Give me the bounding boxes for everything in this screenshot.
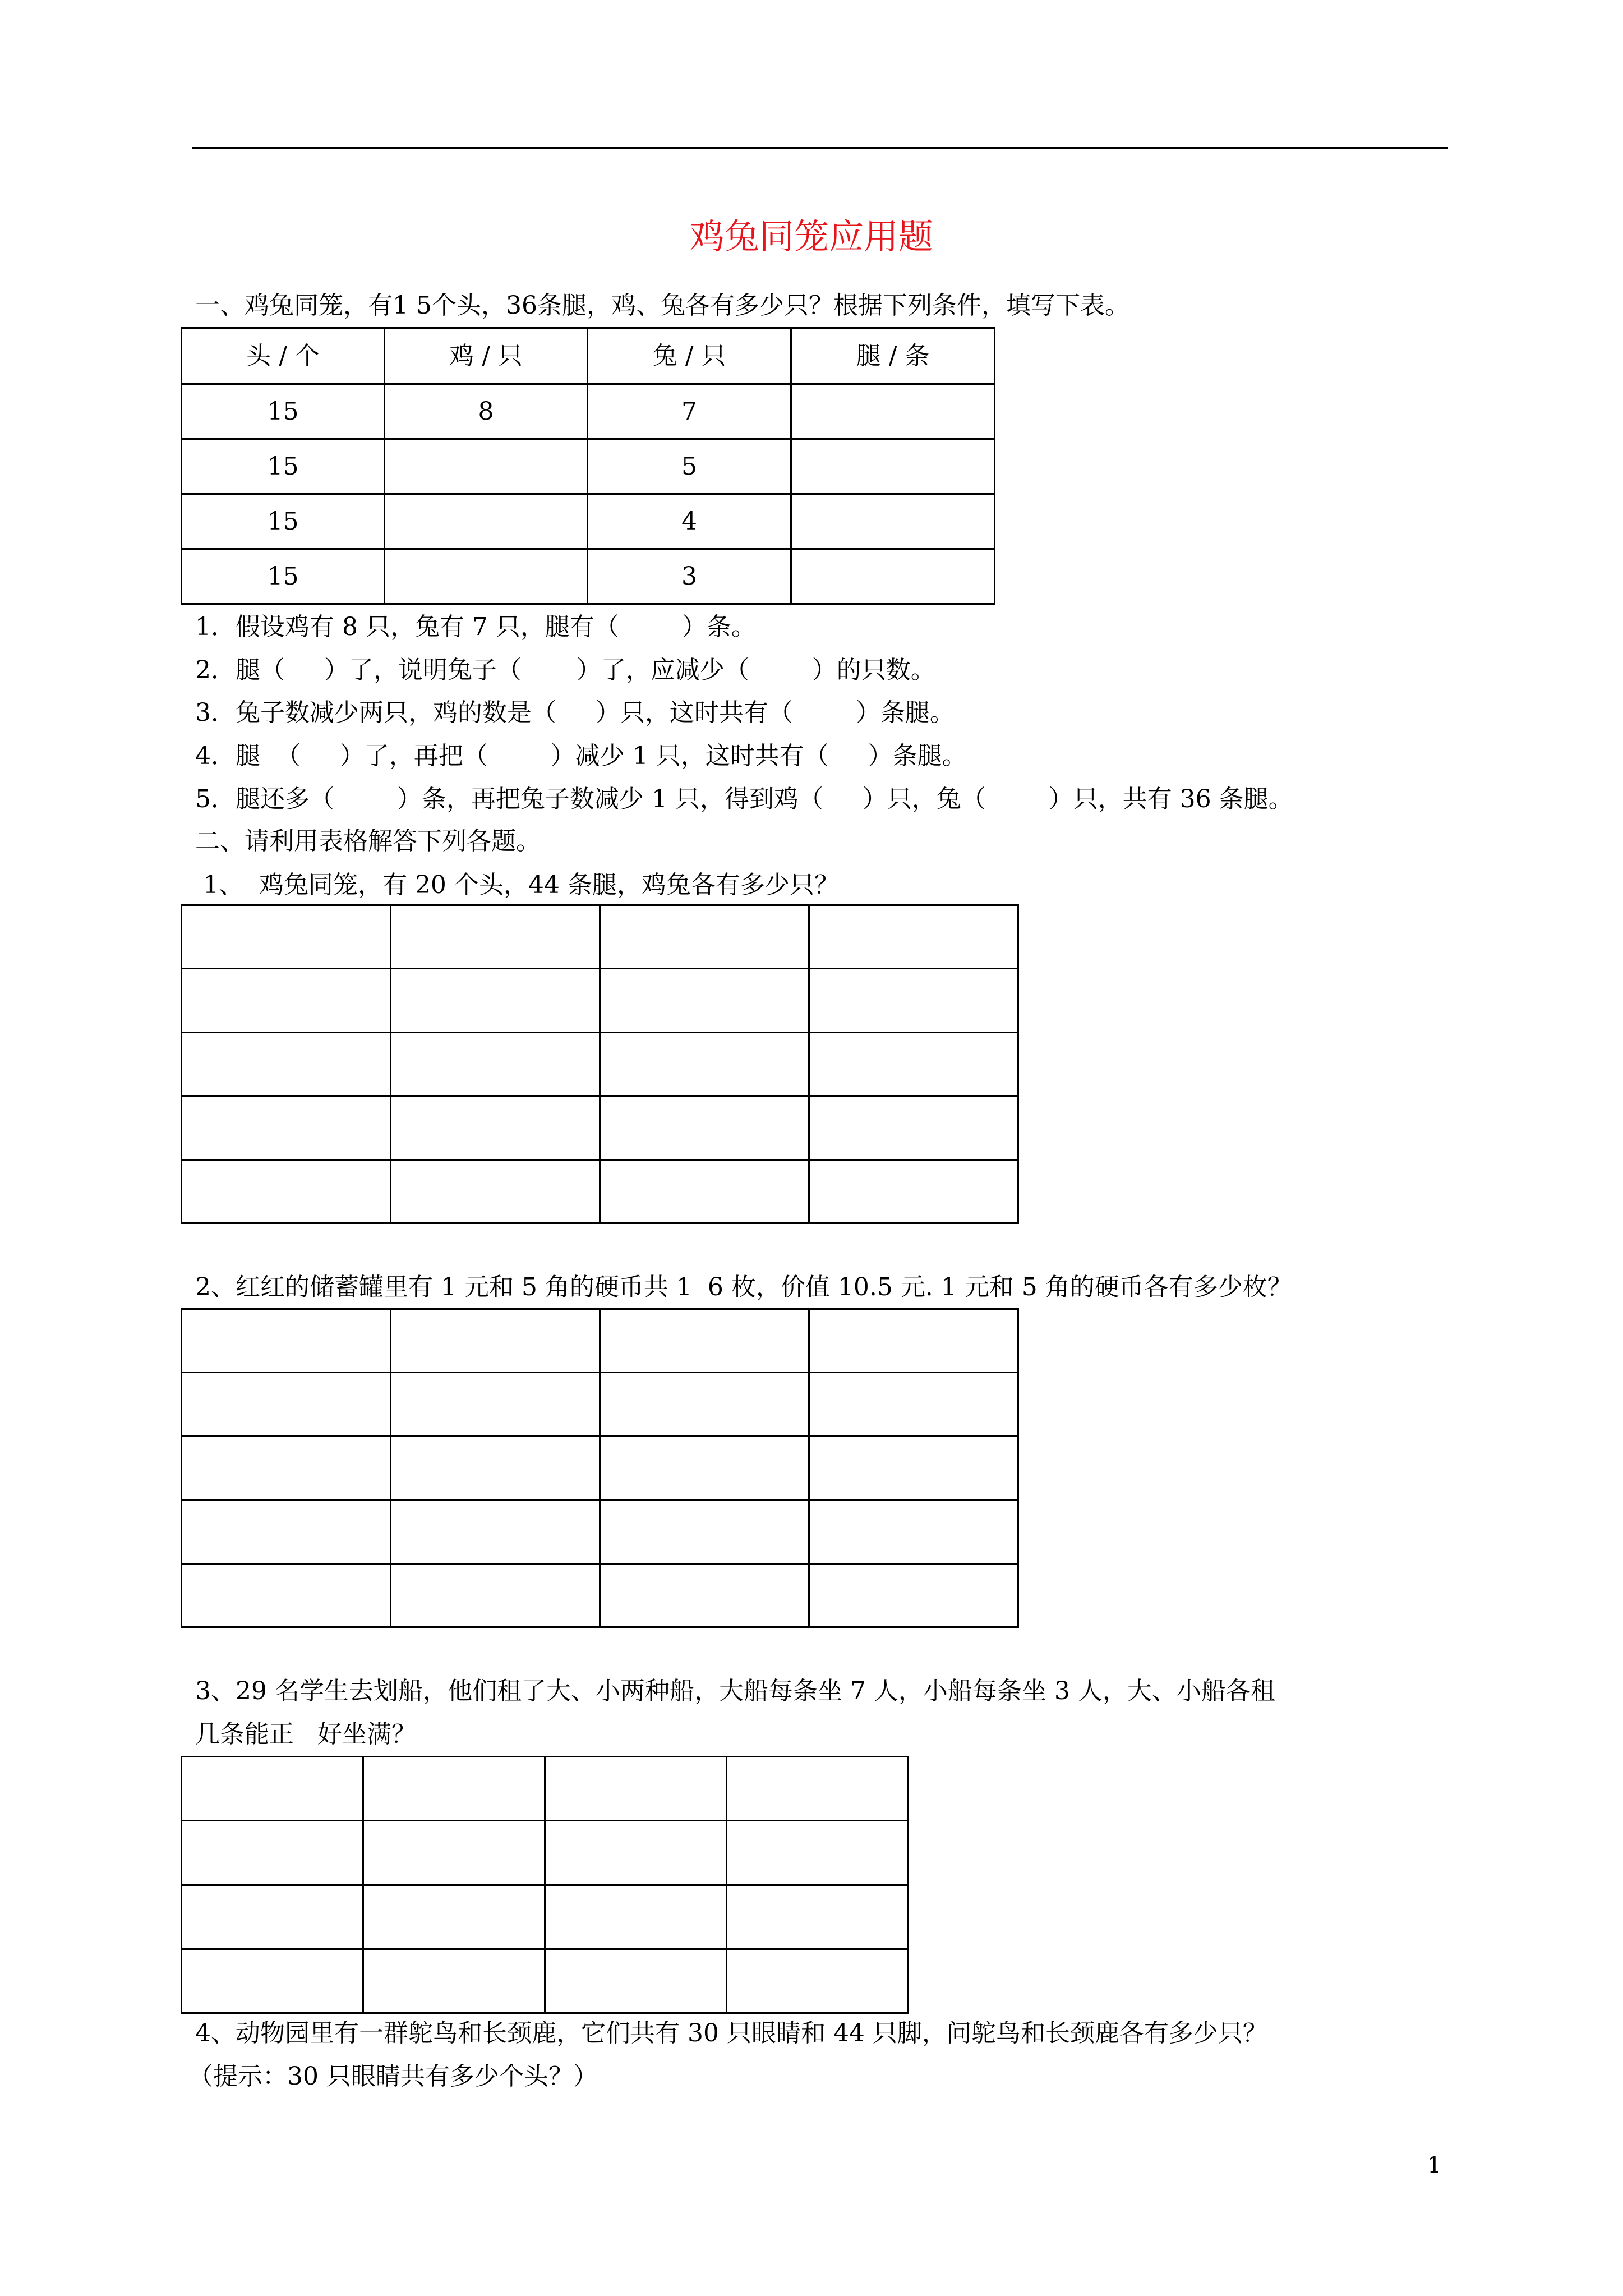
table-cell: 15: [182, 384, 385, 439]
table-header-row: [182, 328, 995, 384]
table-cell: 8: [385, 384, 588, 439]
table-row: [182, 439, 995, 494]
table-cell-blank[interactable]: [600, 1563, 809, 1627]
table-cell-blank[interactable]: [182, 1563, 391, 1627]
table-cell: 15: [182, 494, 385, 549]
table-cell-blank[interactable]: [809, 1436, 1018, 1499]
section2-question-2: 2、红红的储蓄罐里有 1 元和 5 角的硬币共 1 6 枚，价值 10.5 元. 1 元和 5 角的硬币各有多少枚？: [195, 1273, 1292, 1301]
table-cell-blank[interactable]: [791, 384, 995, 439]
header-cell-heads: 头 / 个: [182, 328, 385, 384]
table-cell-blank[interactable]: [727, 1757, 909, 1821]
table-cell-blank[interactable]: [182, 1373, 391, 1436]
section2-question-1: 1、 鸡兔同笼，有 20 个头，44 条腿，鸡兔各有多少只？: [195, 871, 839, 899]
table-row: [182, 1373, 1018, 1436]
table-row: [182, 549, 995, 604]
table-cell-blank[interactable]: [809, 905, 1018, 969]
table-row: [182, 1159, 1018, 1223]
table-cell-blank[interactable]: [809, 1032, 1018, 1096]
table-cell-blank[interactable]: [809, 969, 1018, 1032]
table-cell-blank[interactable]: [391, 1032, 600, 1096]
page-title: 鸡兔同笼应用题: [689, 216, 933, 257]
table-cell-blank[interactable]: [600, 1159, 809, 1223]
table-cell: 4: [588, 494, 791, 549]
question-item-2: 2．腿（ ）了，说明兔子（ ）了，应减少（ ）的只数。: [195, 656, 935, 684]
table-cell: 7: [588, 384, 791, 439]
section2-question-3-line-2: 几条能正 好坐满？: [195, 1720, 416, 1749]
table-cell: 15: [182, 549, 385, 604]
table-cell-blank[interactable]: [182, 1032, 391, 1096]
table-cell-blank[interactable]: [600, 969, 809, 1032]
table-cell-blank[interactable]: [182, 1949, 363, 2013]
table-cell-blank[interactable]: [182, 1436, 391, 1499]
table-cell-blank[interactable]: [391, 1563, 600, 1627]
section1-table: [181, 327, 995, 605]
table-cell-blank[interactable]: [385, 439, 588, 494]
table-cell-blank[interactable]: [600, 1500, 809, 1563]
table-cell-blank[interactable]: [363, 1757, 545, 1821]
table-cell-blank[interactable]: [391, 1309, 600, 1373]
table-cell-blank[interactable]: [600, 1309, 809, 1373]
answer-table-2: [181, 1308, 1019, 1628]
question-item-3: 3．兔子数减少两只，鸡的数是（ ）只，这时共有（ ）条腿。: [195, 698, 955, 727]
table-cell-blank[interactable]: [791, 549, 995, 604]
table-cell-blank[interactable]: [809, 1563, 1018, 1627]
section1-heading: 一、鸡兔同笼，有1 5个头，36条腿，鸡、兔各有多少只？根据下列条件，填写下表。: [195, 291, 1129, 320]
table-row: [182, 905, 1018, 969]
table-cell-blank[interactable]: [182, 1159, 391, 1223]
table-cell-blank[interactable]: [182, 905, 391, 969]
table-row: [182, 1563, 1018, 1627]
section2-question-4-line-2: （提示：30 只眼睛共有多少个头？）: [188, 2062, 598, 2091]
table-cell-blank[interactable]: [391, 1373, 600, 1436]
header-rule: [192, 147, 1448, 149]
table-cell-blank[interactable]: [385, 549, 588, 604]
table-row: [182, 1032, 1018, 1096]
table-row: [182, 1309, 1018, 1373]
table-cell-blank[interactable]: [545, 1949, 727, 2013]
table-cell: 15: [182, 439, 385, 494]
table-cell-blank[interactable]: [391, 1159, 600, 1223]
table-cell-blank[interactable]: [182, 1500, 391, 1563]
section2-question-3-line-1: 3、29 名学生去划船，他们租了大、小两种船，大船每条坐 7 人，小船每条坐 3 人，大、小船各租: [195, 1677, 1275, 1705]
table-row: [182, 1757, 909, 1821]
table-cell-blank[interactable]: [182, 1885, 363, 1949]
question-item-1: 1．假设鸡有 8 只，兔有 7 只，腿有（ ）条。: [195, 613, 756, 641]
table-cell-blank[interactable]: [545, 1821, 727, 1885]
table-cell-blank[interactable]: [600, 1436, 809, 1499]
section2-heading: 二、请利用表格解答下列各题。: [195, 827, 541, 855]
table-cell-blank[interactable]: [182, 1757, 363, 1821]
table-cell-blank[interactable]: [182, 1309, 391, 1373]
table-row: [182, 384, 995, 439]
table-cell-blank[interactable]: [363, 1821, 545, 1885]
table-cell-blank[interactable]: [385, 494, 588, 549]
table-cell-blank[interactable]: [182, 1821, 363, 1885]
table-cell-blank[interactable]: [600, 1096, 809, 1159]
table-row: [182, 1500, 1018, 1563]
table-cell-blank[interactable]: [182, 969, 391, 1032]
table-cell-blank[interactable]: [809, 1309, 1018, 1373]
table-row: [182, 1436, 1018, 1499]
table-cell-blank[interactable]: [391, 905, 600, 969]
table-cell-blank[interactable]: [391, 1436, 600, 1499]
question-item-5: 5．腿还多（ ）条，再把兔子数减少 1 只，得到鸡（ ）只，兔（ ）只，共有 36 条腿。: [195, 785, 1293, 813]
question-item-4: 4．腿 （ ）了，再把（ ）减少 1 只，这时共有（ ）条腿。: [195, 742, 967, 770]
table-row: [182, 969, 1018, 1032]
table-cell-blank[interactable]: [809, 1373, 1018, 1436]
table-cell-blank[interactable]: [727, 1885, 909, 1949]
table-cell: 3: [588, 549, 791, 604]
answer-table-3: [181, 1756, 909, 2014]
table-row: [182, 1821, 909, 1885]
header-cell-rabbits: 兔 / 只: [588, 328, 791, 384]
table-row: [182, 1949, 909, 2013]
table-row: [182, 1096, 1018, 1159]
table-row: [182, 494, 995, 549]
table-cell-blank[interactable]: [809, 1159, 1018, 1223]
answer-table-1: [181, 904, 1019, 1224]
section2-question-4-line-1: 4、动物园里有一群鸵鸟和长颈鹿，它们共有 30 只眼睛和 44 只脚，问鸵鸟和长颈鹿各有多少只？: [195, 2019, 1267, 2047]
table-cell-blank[interactable]: [791, 494, 995, 549]
table-cell-blank[interactable]: [545, 1757, 727, 1821]
table-cell-blank[interactable]: [791, 439, 995, 494]
table-cell-blank[interactable]: [727, 1821, 909, 1885]
table-cell-blank[interactable]: [809, 1096, 1018, 1159]
table-cell: 5: [588, 439, 791, 494]
table-cell-blank[interactable]: [391, 969, 600, 1032]
table-cell-blank[interactable]: [363, 1949, 545, 2013]
table-cell-blank[interactable]: [600, 1032, 809, 1096]
table-cell-blank[interactable]: [809, 1500, 1018, 1563]
table-row: [182, 1885, 909, 1949]
table-cell-blank[interactable]: [600, 905, 809, 969]
table-cell-blank[interactable]: [545, 1885, 727, 1949]
header-cell-legs: 腿 / 条: [791, 328, 995, 384]
table-cell-blank[interactable]: [391, 1096, 600, 1159]
table-cell-blank[interactable]: [727, 1949, 909, 2013]
header-cell-chickens: 鸡 / 只: [385, 328, 588, 384]
table-cell-blank[interactable]: [182, 1096, 391, 1159]
table-cell-blank[interactable]: [363, 1885, 545, 1949]
page-number: 1: [1427, 2152, 1442, 2178]
table-cell-blank[interactable]: [391, 1500, 600, 1563]
table-cell-blank[interactable]: [600, 1373, 809, 1436]
